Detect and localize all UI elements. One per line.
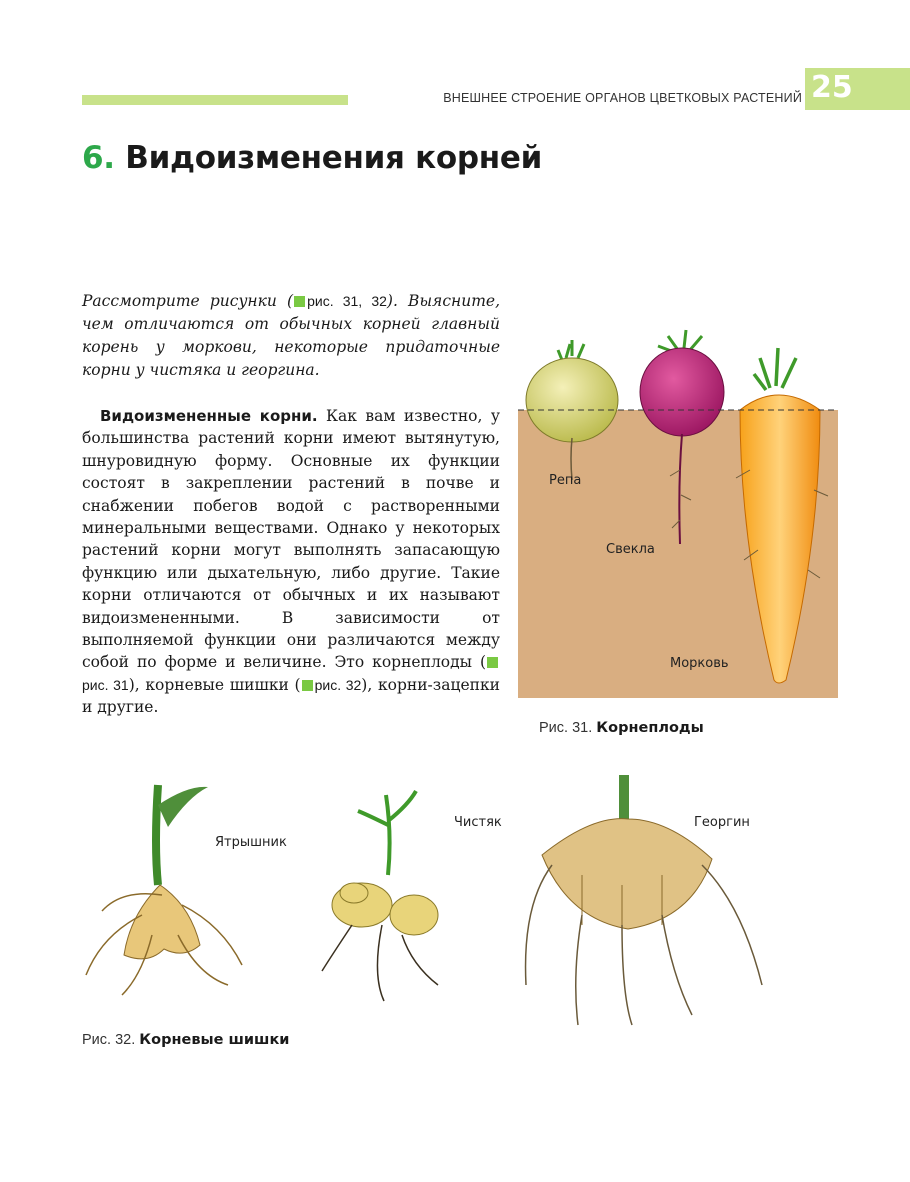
orchis-drawing (86, 785, 242, 995)
carrot-drawing (736, 348, 828, 683)
body-text-2: ), корневые шишки ( (128, 675, 301, 694)
reference-marker-icon (294, 296, 305, 307)
body-text-3: ), корни-зацепки и другие. (82, 675, 500, 717)
root-crops-illustration (518, 320, 838, 698)
celandine-drawing (322, 791, 438, 1001)
caption-prefix: Рис. 31. (539, 720, 593, 736)
section-title-text: Видоизменения корней (125, 140, 543, 176)
figure31-caption (539, 720, 704, 736)
running-title: ВНЕШНЕЕ СТРОЕНИЕ ОРГАНОВ ЦВЕТКОВЫХ РАСТЕНИЙ (443, 91, 802, 105)
label-carrot: Морковь (670, 656, 729, 671)
intro-text-1: Рассмотрите рисунки ( (82, 292, 294, 310)
section-title (82, 140, 542, 176)
header-accent-bar (82, 95, 348, 105)
figure-reference: рис. 32 (314, 676, 362, 693)
intro-text-2: ). Выясните, чем отличаются от обычных корней главный корень у моркови, некоторые придаточные корни у чистяка и георгина. (82, 292, 500, 379)
label-celandine: Чистяк (454, 815, 502, 830)
caption-title: Корнеплоды (596, 720, 704, 736)
label-orchis: Ятрышник (215, 835, 287, 850)
reference-marker-icon (487, 657, 498, 668)
page-number: 25 (805, 68, 910, 110)
body-paragraph (82, 405, 500, 719)
figure-reference: рис. 31, 32 (307, 293, 387, 309)
body-text-1: Как вам известно, у большинства растений корни имеют вытянутую, шнуровидную форму. Основные их функции состоят в закреплении растений в почве и снабжении побегов водой с растворенными минеральными веществами. Однако у некоторых растений корни могут выполнять запасающую функцию или дыхательную, либо другие. Такие корни отличаются от обычных и их называют видоизмененными. В зависимости от выполняемой функции они различаются между собой по форме и величине. Это корнеплоды ( (82, 407, 500, 672)
figure-reference: рис. 31 (82, 676, 129, 693)
label-turnip: Репа (549, 473, 582, 488)
figure32-caption (82, 1032, 289, 1048)
caption-title: Корневые шишки (139, 1032, 290, 1048)
reference-marker-icon (302, 680, 313, 691)
dahlia-drawing (526, 775, 762, 1025)
intro-task (82, 290, 500, 382)
root-tubers-illustration (82, 775, 782, 1035)
term-heading: Видоизмененные корни. (100, 407, 318, 425)
caption-prefix: Рис. 32. (82, 1032, 136, 1048)
label-beet: Свекла (606, 542, 655, 557)
label-dahlia: Георгин (694, 815, 750, 830)
section-number: 6. (82, 140, 115, 176)
beet-drawing (640, 330, 724, 544)
figure-root-crops (518, 320, 838, 698)
